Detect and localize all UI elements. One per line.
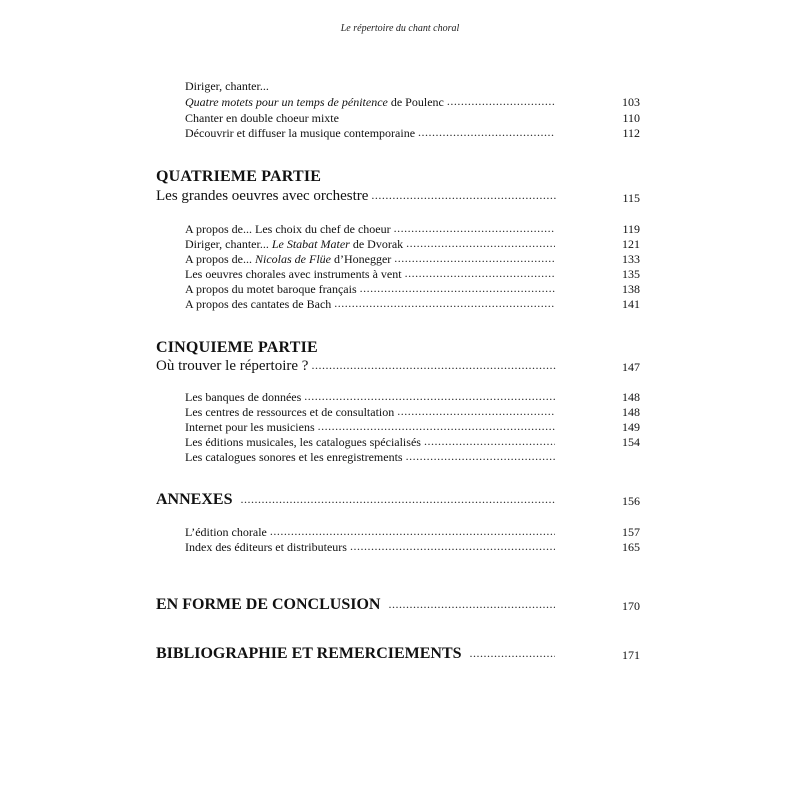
part-title-row[interactable] — [156, 188, 556, 205]
leader-dots — [406, 236, 555, 251]
conclusion-row[interactable] — [156, 596, 555, 614]
toc-entry-label: L’édition chorale — [185, 525, 267, 539]
toc-page-number: 115 — [622, 191, 640, 205]
annexes-row[interactable] — [156, 491, 555, 509]
toc-entry[interactable] — [185, 540, 555, 555]
leader-dots — [418, 125, 555, 140]
leader-dots — [270, 524, 555, 539]
toc-page-number: 147 — [622, 360, 640, 374]
toc-entry-label: Quatre motets pour un temps de pénitence de Poulenc — [185, 95, 444, 109]
running-header: Le répertoire du chant choral — [340, 23, 460, 34]
toc-page-number: 103 — [622, 95, 640, 109]
toc-entry-label: Découvrir et diffuser la musique contemporaine — [185, 126, 416, 140]
toc-entry-label: Index des éditeurs et distributeurs — [185, 540, 347, 554]
leader-dots — [406, 449, 555, 464]
part-heading-cinquieme: CINQUIEME PARTIE — [156, 339, 318, 356]
toc-entry-diriger-chanter: Diriger, chanter... — [185, 79, 269, 93]
toc-page-number: 121 — [622, 237, 640, 251]
leader-dots — [311, 358, 556, 373]
toc-entry-label: Les oeuvres chorales avec instruments à vent — [185, 267, 402, 281]
toc-entry[interactable] — [185, 252, 555, 267]
toc-entry-label: A propos de... Les choix du chef de choeur — [185, 222, 391, 236]
toc-page-number: 148 — [622, 390, 640, 404]
toc-entry[interactable] — [185, 297, 555, 312]
leader-dots — [397, 404, 555, 419]
leader-dots — [394, 221, 555, 236]
toc-entry-label: Chanter en double choeur mixte — [185, 111, 339, 125]
bibliography-row[interactable] — [156, 645, 555, 663]
toc-entry-label: A propos des cantates de Bach — [185, 297, 332, 311]
toc-entry[interactable] — [185, 111, 555, 126]
toc-entry[interactable] — [185, 95, 555, 110]
toc-entry-label: Diriger, chanter... Le Stabat Mater de Dvorak — [185, 237, 404, 251]
toc-page-number: 141 — [622, 297, 640, 311]
conclusion-heading: EN FORME DE CONCLUSION — [156, 596, 381, 613]
part-title-label: Les grandes oeuvres avec orchestre — [156, 188, 369, 204]
toc-entry[interactable] — [185, 450, 555, 465]
toc-page-number: 133 — [622, 252, 640, 266]
toc-entry[interactable] — [185, 405, 555, 420]
leader-dots — [388, 597, 555, 612]
toc-page-number: 148 — [622, 405, 640, 419]
leader-dots — [447, 94, 555, 109]
bibliography-heading: BIBLIOGRAPHIE ET REMERCIEMENTS — [156, 645, 462, 662]
leader-dots — [304, 389, 555, 404]
toc-page-number: 135 — [622, 267, 640, 281]
leader-dots — [318, 419, 555, 434]
toc-entry[interactable] — [185, 126, 555, 141]
toc-page-number: 119 — [622, 222, 640, 236]
part-title-row[interactable] — [156, 358, 556, 375]
toc-page-number: 171 — [622, 648, 640, 662]
toc-page-number: 156 — [622, 494, 640, 508]
leader-dots — [334, 296, 555, 311]
toc-page-number: 112 — [622, 126, 640, 140]
toc-entry[interactable] — [185, 237, 555, 252]
toc-entry-label: Les banques de données — [185, 390, 302, 404]
part-title-label: Où trouver le répertoire ? — [156, 358, 309, 374]
toc-entry[interactable] — [185, 435, 555, 450]
leader-dots — [470, 646, 555, 661]
toc-entry-label: Les catalogues sonores et les enregistrements — [185, 450, 403, 464]
leader-dots — [360, 281, 555, 296]
toc-entry-label: A propos de... Nicolas de Flüe d’Honegger — [185, 252, 392, 266]
toc-entry[interactable] — [185, 282, 555, 297]
toc-page-number: 138 — [622, 282, 640, 296]
toc-entry-label: Les centres de ressources et de consultation — [185, 405, 395, 419]
toc-page-number: 149 — [622, 420, 640, 434]
toc-entry-label: A propos du motet baroque français — [185, 282, 357, 296]
leader-dots — [424, 434, 555, 449]
leader-dots — [405, 266, 555, 281]
toc-entry[interactable] — [185, 267, 555, 282]
toc-entry[interactable] — [185, 525, 555, 540]
toc-entry[interactable] — [185, 420, 555, 435]
leader-dots — [240, 492, 555, 507]
part-heading-quatrieme: QUATRIEME PARTIE — [156, 168, 322, 185]
toc-entry[interactable] — [185, 222, 555, 237]
toc-page-number: 157 — [622, 525, 640, 539]
leader-dots — [394, 251, 555, 266]
toc-entry[interactable] — [185, 390, 555, 405]
toc-page-number: 154 — [622, 435, 640, 449]
toc-entry-label: Les éditions musicales, les catalogues spécialisés — [185, 435, 421, 449]
leader-dots — [350, 539, 555, 554]
leader-dots — [371, 188, 556, 203]
toc-page-number: 170 — [622, 599, 640, 613]
toc-page-number: 110 — [622, 111, 640, 125]
annexes-heading: ANNEXES — [156, 491, 233, 508]
toc-page-number: 165 — [622, 540, 640, 554]
toc-entry-label: Internet pour les musiciens — [185, 420, 315, 434]
